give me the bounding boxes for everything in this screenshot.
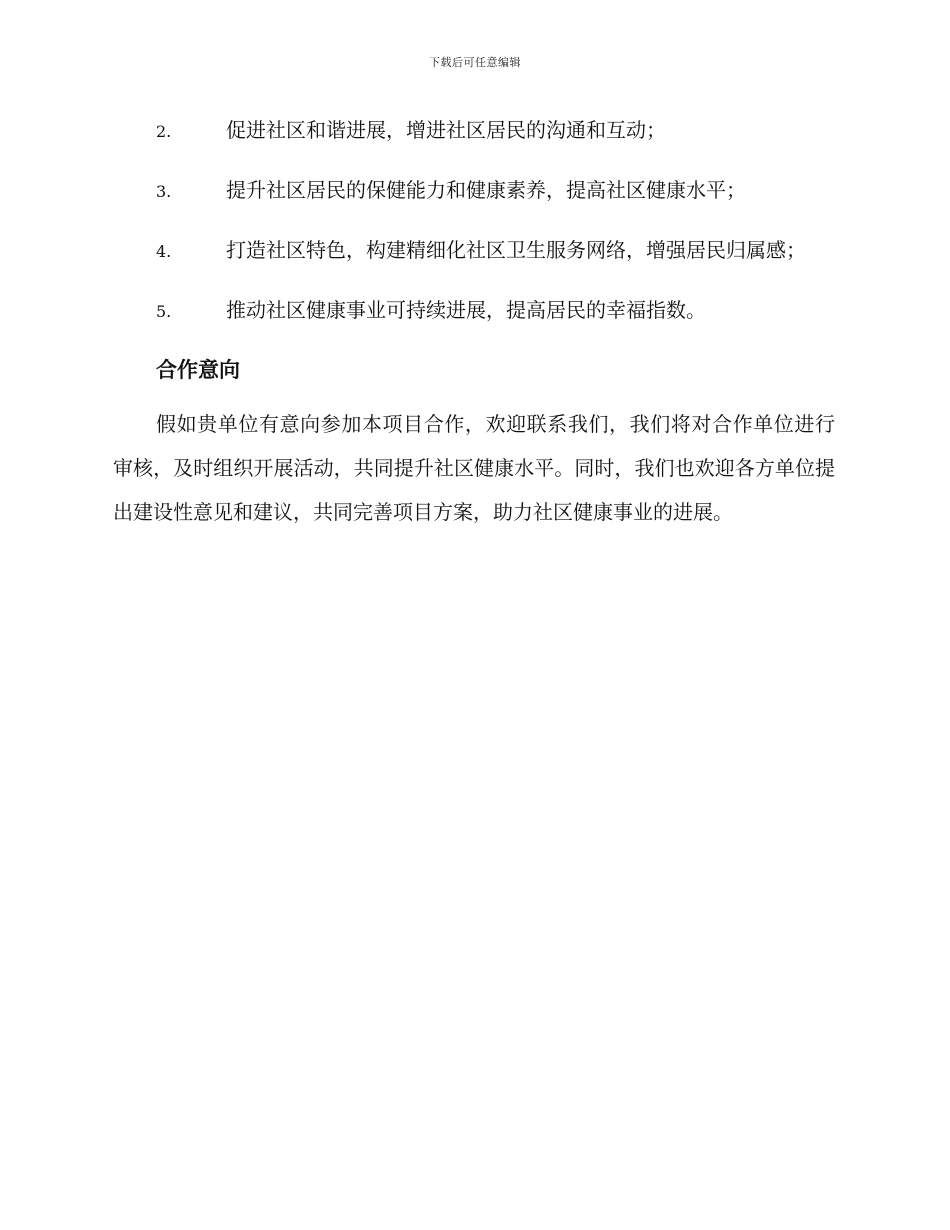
list-text: 打造社区特色，构建精细化社区卫生服务网络，增强居民归属感； [226, 238, 806, 262]
section-paragraph: 假如贵单位有意向参加本项目合作，欢迎联系我们，我们将对合作单位进行审核，及时组织开展活动，共同提升社区健康水平。同时，我们也欢迎各方单位提出建设性意见和建议，共同完善项目方案，助力社区健康事业的进展。 [113, 412, 835, 524]
list-number: 5. [156, 302, 172, 321]
page-header: 下载后可任意编辑 [429, 56, 521, 69]
list-text: 推动社区健康事业可持续进展，提高居民的幸福指数。 [226, 298, 706, 322]
list-item-2 [113, 108, 835, 154]
list-item-3 [113, 168, 835, 214]
list-item-5 [113, 288, 835, 334]
list-number: 2. [156, 122, 172, 141]
list-text: 促进社区和谐进展，增进社区居民的沟通和互动； [226, 118, 666, 142]
list-item-4 [113, 228, 835, 274]
list-number: 4. [156, 242, 172, 261]
document-content [113, 108, 835, 534]
list-text: 提升社区居民的保健能力和健康素养，提高社区健康水平； [226, 178, 746, 202]
section-heading: 合作意向 [156, 358, 240, 382]
list-number: 3. [156, 182, 172, 201]
